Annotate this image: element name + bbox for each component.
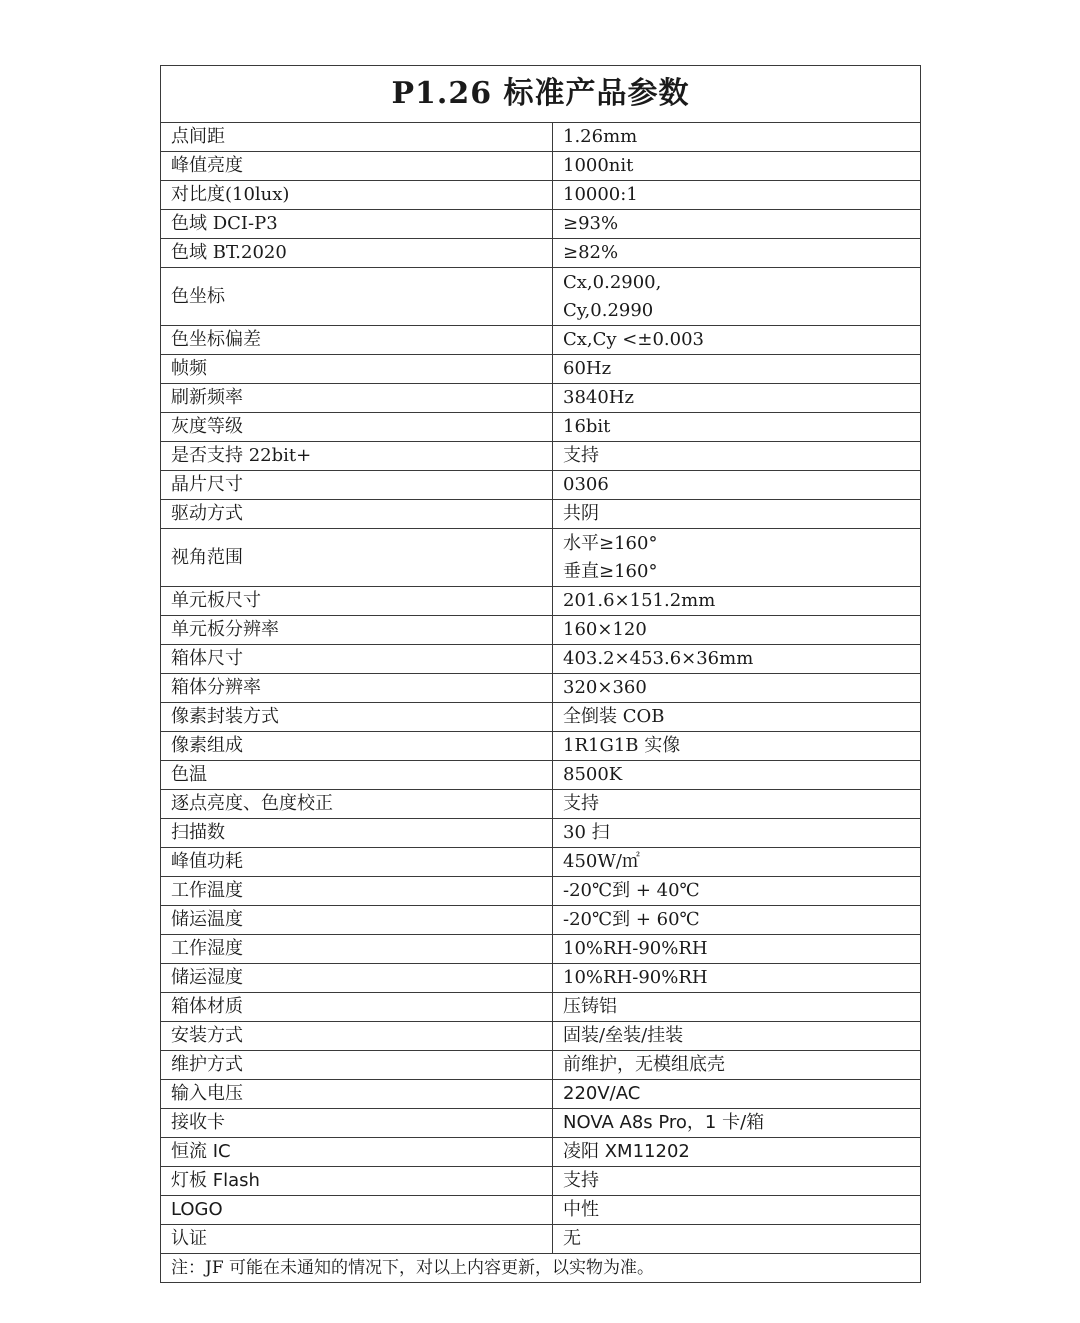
param-label: 晶片尺寸 (161, 471, 553, 500)
param-value: 支持 (553, 442, 921, 471)
table-row (161, 384, 921, 413)
table-row (161, 1022, 921, 1051)
spec-table (160, 65, 921, 1283)
param-value: 前维护，无模组底壳 (553, 1051, 921, 1080)
param-label: LOGO (161, 1196, 553, 1225)
table-row (161, 993, 921, 1022)
param-value: 支持 (553, 1167, 921, 1196)
table-row (161, 355, 921, 384)
param-value: 10000:1 (553, 181, 921, 210)
param-label: 单元板尺寸 (161, 587, 553, 616)
table-row (161, 1109, 921, 1138)
table-row (161, 529, 921, 587)
param-label: 维护方式 (161, 1051, 553, 1080)
table-row (161, 587, 921, 616)
param-label: 像素封装方式 (161, 703, 553, 732)
param-value: 1R1G1B 实像 (553, 732, 921, 761)
table-row (161, 790, 921, 819)
param-label: 逐点亮度、色度校正 (161, 790, 553, 819)
param-label: 峰值亮度 (161, 152, 553, 181)
param-value: 10%RH-90%RH (553, 964, 921, 993)
param-value: 压铸铝 (553, 993, 921, 1022)
param-value: 支持 (553, 790, 921, 819)
table-row (161, 645, 921, 674)
footnote: 注：JF 可能在未通知的情况下，对以上内容更新，以实物为准。 (161, 1254, 921, 1283)
param-label: 输入电压 (161, 1080, 553, 1109)
param-value: 320×360 (553, 674, 921, 703)
param-label: 箱体分辨率 (161, 674, 553, 703)
param-value (553, 268, 921, 326)
param-label: 点间距 (161, 123, 553, 152)
param-value: 450W/㎡ (553, 848, 921, 877)
param-value: 201.6×151.2mm (553, 587, 921, 616)
table-row (161, 239, 921, 268)
table-row (161, 326, 921, 355)
param-label: 色域 BT.2020 (161, 239, 553, 268)
param-value: 凌阳 XM11202 (553, 1138, 921, 1167)
note-row (161, 1254, 921, 1283)
param-label: 色坐标 (161, 268, 553, 326)
param-label: 安装方式 (161, 1022, 553, 1051)
table-row (161, 1080, 921, 1109)
table-row (161, 1051, 921, 1080)
table-row (161, 674, 921, 703)
param-value: 8500K (553, 761, 921, 790)
table-row (161, 703, 921, 732)
param-value: Cx,Cy <±0.003 (553, 326, 921, 355)
table-row (161, 1138, 921, 1167)
param-value: 60Hz (553, 355, 921, 384)
param-label: 储运温度 (161, 906, 553, 935)
param-value: 220V/AC (553, 1080, 921, 1109)
param-value: ≥82% (553, 239, 921, 268)
table-row (161, 877, 921, 906)
table-row (161, 935, 921, 964)
param-label: 箱体尺寸 (161, 645, 553, 674)
param-label: 色坐标偏差 (161, 326, 553, 355)
param-label: 驱动方式 (161, 500, 553, 529)
param-value-line: 垂直≥160° (563, 560, 658, 582)
param-label: 帧频 (161, 355, 553, 384)
param-label: 对比度(10lux) (161, 181, 553, 210)
param-label: 单元板分辨率 (161, 616, 553, 645)
table-row (161, 732, 921, 761)
param-label: 灯板 Flash (161, 1167, 553, 1196)
param-label: 箱体材质 (161, 993, 553, 1022)
param-label: 峰值功耗 (161, 848, 553, 877)
table-row (161, 268, 921, 326)
param-label: 工作温度 (161, 877, 553, 906)
param-value: ≥93% (553, 210, 921, 239)
table-row (161, 471, 921, 500)
table-row (161, 152, 921, 181)
param-label: 工作湿度 (161, 935, 553, 964)
param-value: 共阴 (553, 500, 921, 529)
param-value: 中性 (553, 1196, 921, 1225)
param-value-line: Cx,0.2900, (563, 271, 662, 293)
table-row (161, 761, 921, 790)
param-label: 灰度等级 (161, 413, 553, 442)
table-row (161, 413, 921, 442)
table-row (161, 123, 921, 152)
param-label: 是否支持 22bit+ (161, 442, 553, 471)
param-value: 无 (553, 1225, 921, 1254)
spec-table-body (161, 66, 921, 1283)
param-label: 刷新频率 (161, 384, 553, 413)
table-row (161, 906, 921, 935)
param-label: 色域 DCI-P3 (161, 210, 553, 239)
table-row (161, 442, 921, 471)
param-value: 403.2×453.6×36mm (553, 645, 921, 674)
param-value-line: Cy,0.2990 (563, 299, 654, 321)
param-label: 恒流 IC (161, 1138, 553, 1167)
param-label: 色温 (161, 761, 553, 790)
table-row (161, 848, 921, 877)
table-title: P1.26 标准产品参数 (161, 66, 921, 123)
param-value: -20℃到 + 60℃ (553, 906, 921, 935)
param-value: 1.26mm (553, 123, 921, 152)
param-label: 视角范围 (161, 529, 553, 587)
param-value: 30 扫 (553, 819, 921, 848)
param-value: 16bit (553, 413, 921, 442)
param-value: 固装/垒装/挂装 (553, 1022, 921, 1051)
param-label: 储运湿度 (161, 964, 553, 993)
table-row (161, 500, 921, 529)
param-label: 接收卡 (161, 1109, 553, 1138)
param-value: 0306 (553, 471, 921, 500)
title-row (161, 66, 921, 123)
param-value-line: 水平≥160° (563, 532, 658, 554)
param-value: 160×120 (553, 616, 921, 645)
param-label: 扫描数 (161, 819, 553, 848)
table-row (161, 616, 921, 645)
param-value: 1000nit (553, 152, 921, 181)
param-value (553, 529, 921, 587)
param-value: 全倒装 COB (553, 703, 921, 732)
table-row (161, 819, 921, 848)
param-value: 3840Hz (553, 384, 921, 413)
param-label: 认证 (161, 1225, 553, 1254)
table-row (161, 964, 921, 993)
param-value: NOVA A8s Pro，1 卡/箱 (553, 1109, 921, 1138)
table-row (161, 1167, 921, 1196)
param-value: 10%RH-90%RH (553, 935, 921, 964)
param-value: -20℃到 + 40℃ (553, 877, 921, 906)
table-row (161, 181, 921, 210)
table-row (161, 210, 921, 239)
param-label: 像素组成 (161, 732, 553, 761)
table-row (161, 1225, 921, 1254)
table-row (161, 1196, 921, 1225)
